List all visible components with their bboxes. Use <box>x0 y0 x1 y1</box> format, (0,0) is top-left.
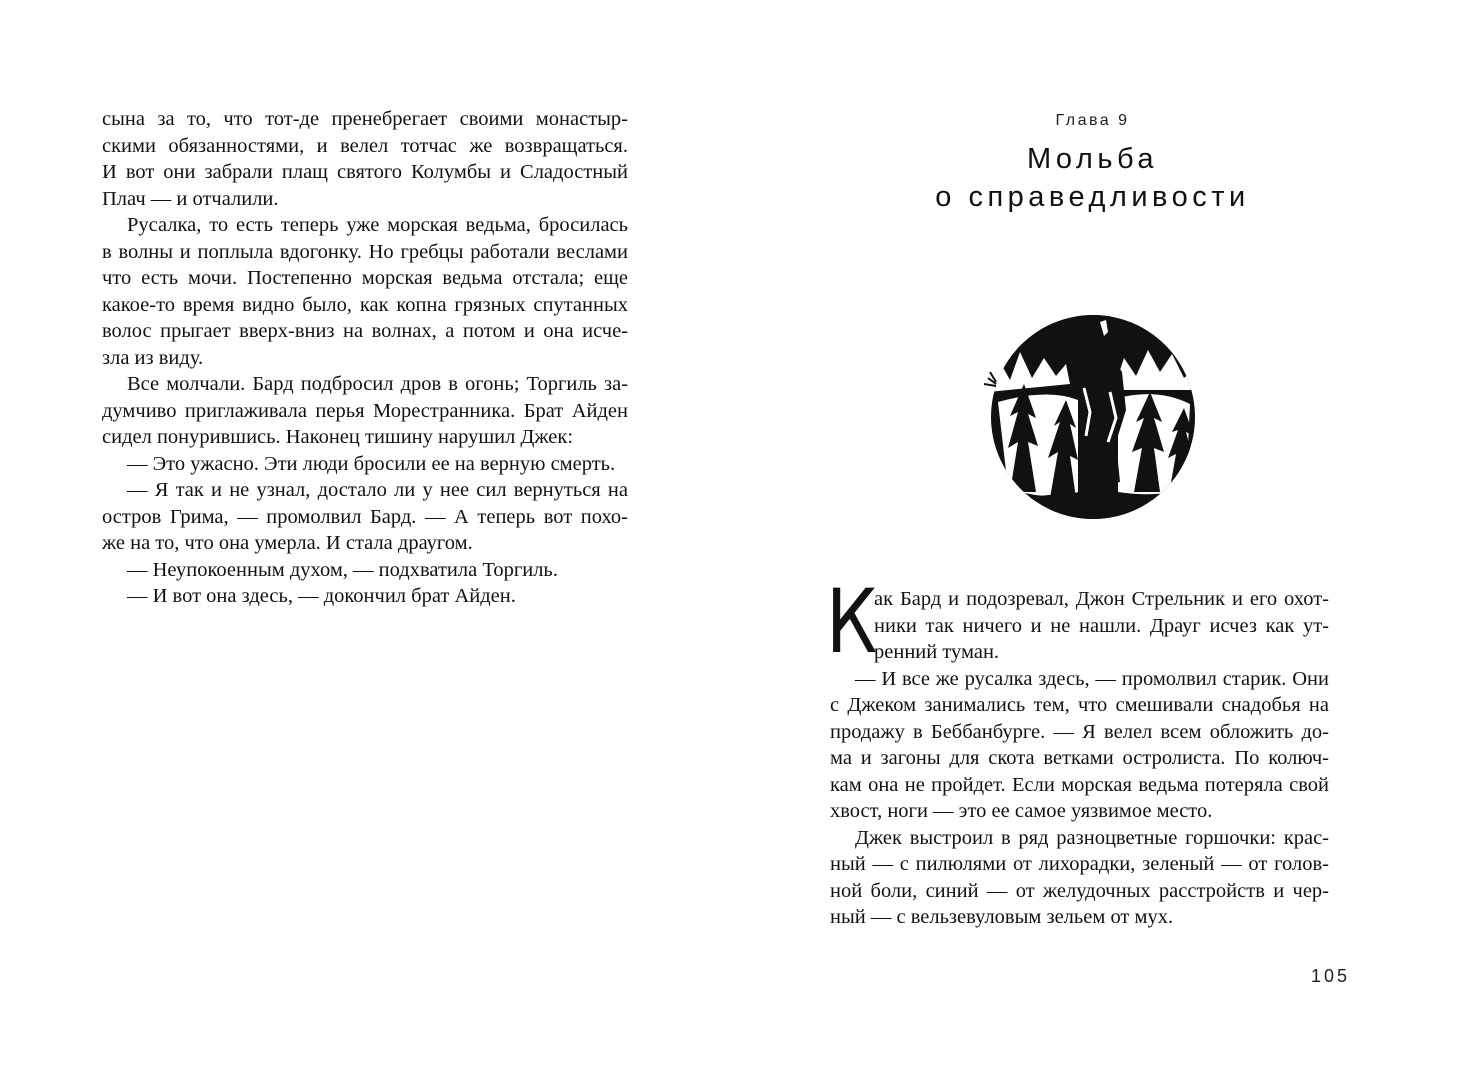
text-line: в волны и поплыла вдогонку. Но гребцы работали веслами <box>102 240 628 263</box>
right-page <box>728 0 1457 1080</box>
text-line: И вот они забрали плащ святого Колумбы и Сладостный <box>102 161 628 183</box>
chapter-title <box>728 140 1457 216</box>
text-line: ак Бард и подозревал, Джон Стрельник и его охот- <box>874 588 1329 610</box>
text-line: Все молчали. Бард подбросил дров в огонь; Торгиль за- <box>127 373 628 395</box>
text-line: с Джеком занимались тем, что смешивали снадобья на <box>830 694 1329 716</box>
text-line: — Неупокоенным духом, — подхватила Торгиль. <box>127 558 558 581</box>
drop-cap: К <box>826 570 878 673</box>
text-line: волос прыгает вверх-вниз на волнах, а потом и она исче- <box>102 320 628 342</box>
text-line: — И вот она здесь, — докончил брат Айден. <box>127 585 516 607</box>
text-line: продажу в Беббанбурге. — Я велел всем обложить до- <box>830 720 1329 743</box>
text-line: ный — с вельзевуловым зельем от мух. <box>830 906 1174 928</box>
text-line: какое-то время видно было, как копна грязных спутанных <box>102 293 628 316</box>
text-line: сына за то, что тот-де пренебрегает своими монастыр- <box>102 108 628 130</box>
text-line: — И все же русалка здесь, — промолвил старик. Они <box>855 667 1329 690</box>
left-page-text <box>102 106 628 610</box>
text-line: — Это ужасно. Эти люди бросили ее на верную смерть. <box>127 452 616 475</box>
chapter-title-line-2: о справедливости <box>935 181 1250 213</box>
text-line: ма и загоны для скота ветками остролиста. По колюч- <box>830 747 1329 769</box>
text-line: ренний туман. <box>874 641 1000 663</box>
text-line: скими обязанностями, и велел тотчас же возвращаться. <box>102 134 628 157</box>
text-line: хвост, ноги — это ее самое уязвимое место. <box>830 800 1213 822</box>
text-line: ной боли, синий — от желудочных расстройств и чер- <box>830 879 1329 902</box>
text-line: ники так ничего и не нашли. Драуг исчез как ут- <box>874 614 1329 637</box>
chapter-title-line-1: Мольба <box>1026 143 1159 175</box>
illustration-detail <box>988 304 1200 532</box>
text-line: остров Грима, — промолвил Бард. — А теперь вот похо- <box>102 505 628 528</box>
text-line: ный — с пилюлями от лихорадки, зеленый — от голов- <box>830 853 1329 875</box>
text-line: Плач — и отчалили. <box>102 187 279 210</box>
text-line: зла из виду. <box>102 346 204 369</box>
text-line: Русалка, то есть теперь уже морская ведьма, бросилась <box>127 214 628 236</box>
text-line: кам она не пройдет. Если морская ведьма потеряла свой <box>830 773 1329 796</box>
text-line: Джек выстроил в ряд разноцветные горшочки: крас- <box>855 826 1329 849</box>
text-line: — Я так и не узнал, достало ли у нее сил вернуться на <box>127 479 628 501</box>
draugr-forest-woodcut-icon <box>958 292 1228 542</box>
text-line: думчиво приглаживала перья Морестранника. Брат Айден <box>102 399 628 422</box>
right-page-text <box>830 586 1329 931</box>
text-line: что есть мочи. Постепенно морская ведьма отстала; еще <box>102 267 628 289</box>
text-line: сидел понурившись. Наконец тишину нарушил Джек: <box>102 426 574 448</box>
text-line: же на то, что она умерла. И стала драугом. <box>102 532 473 554</box>
left-page <box>0 0 728 1080</box>
page-number: 105 <box>1311 966 1351 986</box>
chapter-label: Глава 9 <box>1055 112 1130 129</box>
